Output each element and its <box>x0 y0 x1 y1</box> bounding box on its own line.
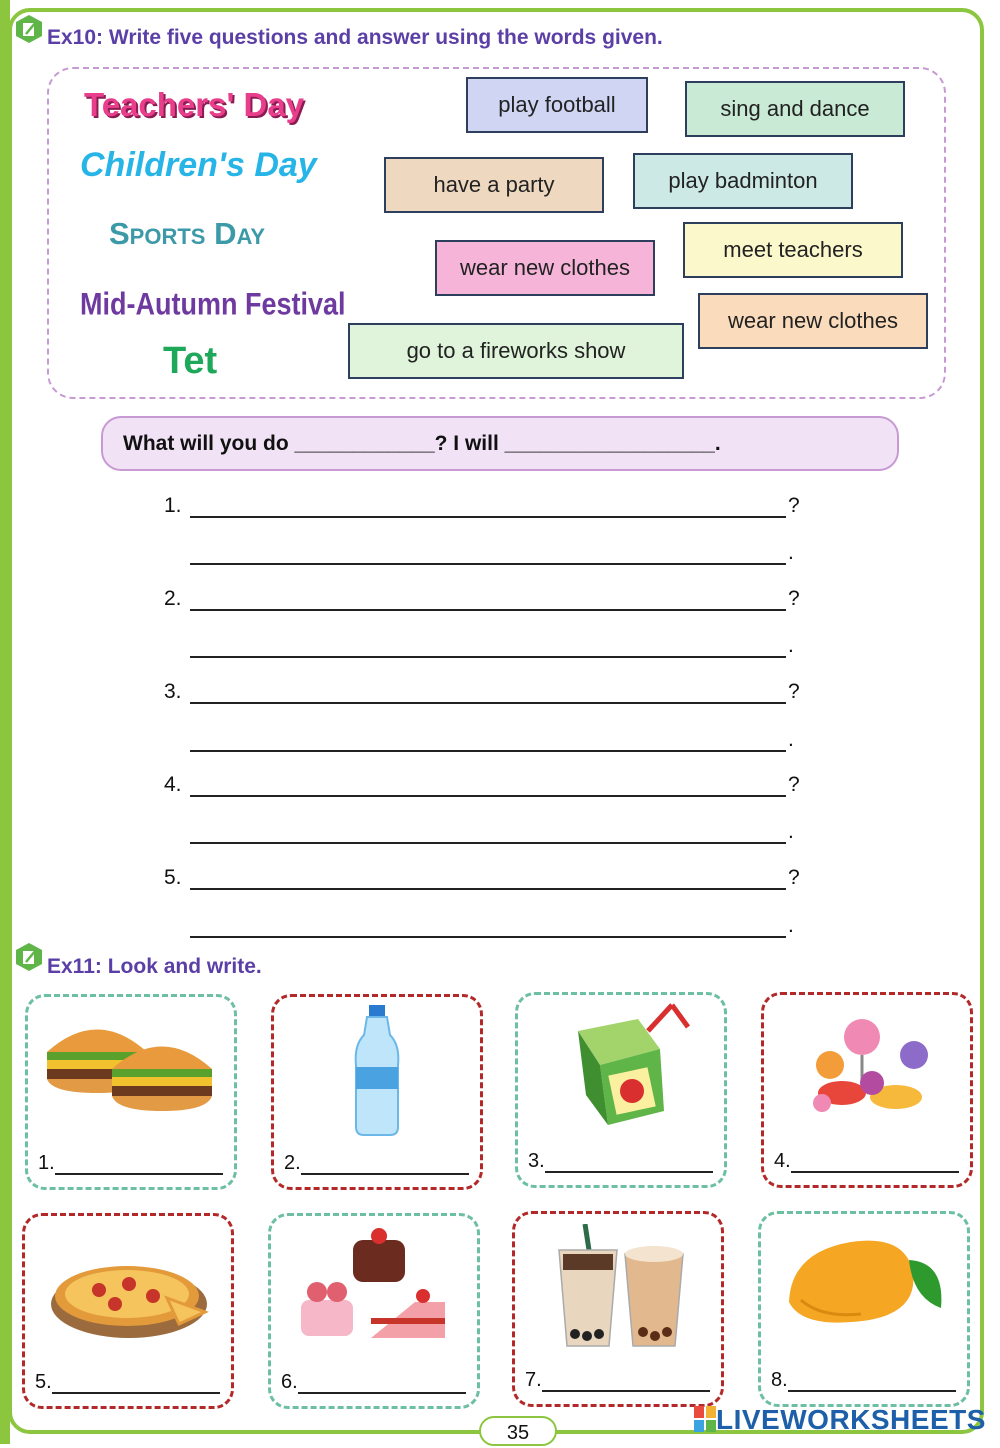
festival-teachers-day: Teachers' Day <box>84 86 305 123</box>
answer-period: . <box>788 820 794 843</box>
item-number: 1. <box>38 1152 55 1174</box>
question-number: 2. <box>164 587 182 610</box>
brand-logo <box>694 1404 986 1436</box>
answer-blank[interactable] <box>301 1155 469 1175</box>
question-number: 3. <box>164 680 182 703</box>
question-mark: ? <box>788 773 800 796</box>
answer-line[interactable] <box>164 541 794 565</box>
pencil-note-icon <box>14 942 44 972</box>
question-line[interactable] <box>164 494 800 518</box>
question-line[interactable] <box>164 773 800 797</box>
question-number: 4. <box>164 773 182 796</box>
answer-blank[interactable] <box>52 1374 220 1394</box>
answer-blank[interactable] <box>190 914 786 938</box>
answer-period: . <box>788 634 794 657</box>
brand-text: LIVEWORKSHEETS <box>716 1404 986 1435</box>
picture-card-2 <box>271 994 483 1190</box>
mango-icon <box>781 1232 951 1332</box>
page-number: 35 <box>479 1416 557 1446</box>
bubble-tea-icon <box>551 1224 691 1348</box>
question-blank[interactable] <box>190 773 786 797</box>
item-number: 5. <box>35 1371 52 1393</box>
picture-card-1 <box>25 994 237 1190</box>
activity-chip: play football <box>466 77 648 133</box>
item-number: 8. <box>771 1369 788 1391</box>
activity-chip: wear new clothes <box>435 240 655 296</box>
sentence-pattern <box>101 416 899 471</box>
picture-card-5 <box>22 1213 234 1409</box>
picture-card-8 <box>758 1211 970 1407</box>
answer-blank[interactable] <box>190 541 786 565</box>
answer-line[interactable] <box>164 634 794 658</box>
festival-sports-day: Sports Day <box>109 216 266 251</box>
item-number: 6. <box>281 1371 298 1393</box>
pencil-note-icon <box>14 14 44 44</box>
answer-line[interactable] <box>164 728 794 752</box>
question-blank[interactable] <box>190 587 786 611</box>
answer-blank[interactable] <box>190 728 786 752</box>
picture-card-7 <box>512 1211 724 1407</box>
activity-chip: have a party <box>384 157 604 213</box>
question-mark: ? <box>788 494 800 517</box>
pizza-icon <box>49 1246 209 1346</box>
water-bottle-icon <box>352 1005 402 1137</box>
answer-blank[interactable] <box>190 634 786 658</box>
juice-box-icon <box>568 1001 698 1127</box>
question-mark: ? <box>788 866 800 889</box>
question-blank[interactable] <box>190 866 786 890</box>
answer-blank[interactable] <box>542 1372 710 1392</box>
burger-icon <box>42 1007 222 1117</box>
activity-chip: sing and dance <box>685 81 905 137</box>
picture-card-3 <box>515 992 727 1188</box>
item-number: 2. <box>284 1152 301 1174</box>
festival-childrens-day: Children's Day <box>80 146 317 184</box>
item-number: 3. <box>528 1150 545 1172</box>
cake-icon <box>295 1226 455 1350</box>
answer-period: . <box>788 541 794 564</box>
question-line[interactable] <box>164 680 800 704</box>
liveworksheets-logo-icon <box>694 1406 716 1432</box>
item-number: 7. <box>525 1369 542 1391</box>
picture-card-6 <box>268 1213 480 1409</box>
activity-chip: wear new clothes <box>698 293 928 349</box>
question-blank[interactable] <box>190 680 786 704</box>
answer-blank[interactable] <box>788 1372 956 1392</box>
question-line[interactable] <box>164 866 800 890</box>
activity-chip: meet teachers <box>683 222 903 278</box>
answer-blank[interactable] <box>791 1153 959 1173</box>
answer-blank[interactable] <box>190 820 786 844</box>
picture-card-4 <box>761 992 973 1188</box>
item-number: 4. <box>774 1150 791 1172</box>
answer-blank[interactable] <box>298 1374 466 1394</box>
answer-period: . <box>788 728 794 751</box>
question-mark: ? <box>788 587 800 610</box>
activity-chip: go to a fireworks show <box>348 323 684 379</box>
question-number: 5. <box>164 866 182 889</box>
sentence-pattern-text: What will you do ____________? I will __________________. <box>123 431 721 455</box>
question-line[interactable] <box>164 587 800 611</box>
activity-chip: play badminton <box>633 153 853 209</box>
festival-tet: Tet <box>163 340 218 382</box>
answer-blank[interactable] <box>545 1153 713 1173</box>
festival-mid-autumn: Mid-Autumn Festival <box>80 287 346 322</box>
answer-blank[interactable] <box>55 1155 223 1175</box>
ex11-title: Ex11: Look and write. <box>47 955 262 978</box>
candy-icon <box>802 1011 938 1121</box>
answer-line[interactable] <box>164 914 794 938</box>
answer-period: . <box>788 914 794 937</box>
question-number: 1. <box>164 494 182 517</box>
answer-line[interactable] <box>164 820 794 844</box>
ex10-title: Ex10: Write five questions and answer using the words given. <box>47 26 663 49</box>
question-blank[interactable] <box>190 494 786 518</box>
question-mark: ? <box>788 680 800 703</box>
